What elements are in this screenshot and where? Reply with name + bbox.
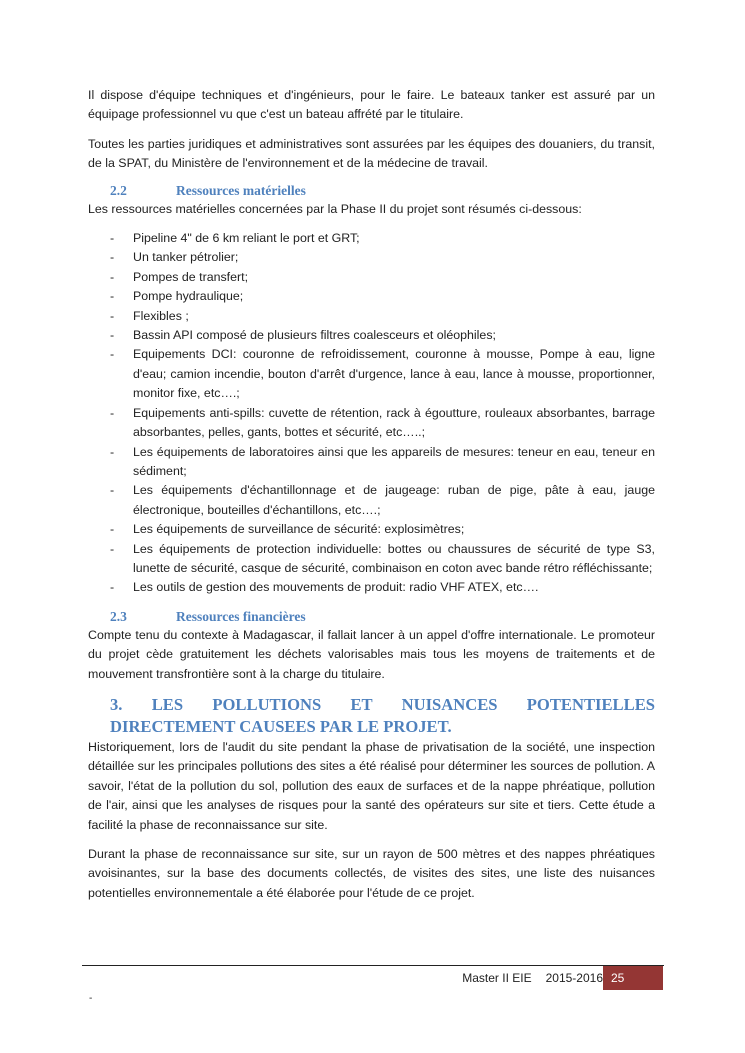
section-2-3-number: 2.3 bbox=[110, 608, 127, 624]
section-2-3-title: Ressources financières bbox=[176, 608, 306, 624]
stray-mark: - bbox=[89, 993, 93, 1004]
footer-text bbox=[448, 970, 603, 986]
material-resources-list bbox=[88, 229, 655, 598]
section-3-paragraph-2: Durant la phase de reconnaissance sur site, sur un rayon de 500 mètres et des nappes phréatiques avoisinantes, sur la base des documents collectés, de visites des sites, une liste des nuisances potentielles environnementale a été élaborée pour l'étude de ce projet. bbox=[88, 847, 655, 900]
intro-paragraph-1: Il dispose d'équipe techniques et d'ingénieurs, pour le faire. Le bateaux tanker est assuré par un équipage professionnel vu que c'est un bateau affrété par le titulaire. bbox=[88, 88, 655, 122]
footer-program: Master II EIE bbox=[462, 971, 532, 985]
section-2-2-heading bbox=[88, 182, 655, 200]
page-footer bbox=[0, 966, 745, 990]
list-item: - Les équipements de surveillance de sécurité: explosimètres; bbox=[110, 522, 465, 537]
section-2-3-heading bbox=[88, 608, 655, 626]
intro-paragraph-2: Toutes les parties juridiques et administratives sont assurées par les équipes des douaniers, du transit, de la SPAT, du Ministère de l'environnement et de la médecine de travail. bbox=[88, 136, 655, 171]
list-item: - Les équipements de laboratoires ainsi que les appareils de mesures: teneur en eau, teneur en sédiment; bbox=[110, 444, 655, 478]
section-3-paragraph-1: Historiquement, lors de l'audit du site pendant la phase de privatisation de la société, une inspection détaillée sur les principales pollutions des sites a été réalisé pour déterminer les sources de pollution. A savoir, l'état de la pollution du sol, pollution des eaux de surfaces et de la nappe phréatique, pollution de l'air, ainsi que les analyses de risques pour la santé des opérateurs sur site et tiers. Cette étude a facilité la phase de reconnaissance sur site. bbox=[88, 739, 655, 832]
list-item: - Les outils de gestion des mouvements de produit: radio VHF ATEX, etc…. bbox=[110, 580, 539, 595]
section-3-heading: 3. LES POLLUTIONS ET NUISANCES POTENTIELLES DIRECTEMENT CAUSEES PAR LE PROJET. bbox=[110, 694, 655, 736]
document-body bbox=[88, 86, 655, 903]
section-2-2-intro: Les ressources matérielles concernées par la Phase II du projet sont résumés ci-dessous: bbox=[88, 201, 582, 216]
section-2-3-text: Compte tenu du contexte à Madagascar, il fallait lancer à un appel d'offre internationale. Le promoteur du projet cède gratuitement les déchets valorisables mais tous les moyens de traitements et de mouvement transfrontière sont à la charge du titulaire. bbox=[88, 627, 655, 681]
list-item: - Flexibles ; bbox=[110, 308, 189, 323]
section-2-2-title: Ressources matérielles bbox=[176, 182, 306, 198]
list-item: - Les équipements de protection individuelle: bottes ou chaussures de sécurité de type S3, lunette de sécurité, casque de sécurité, combinaison en coton avec bande rétro réfléchissante; bbox=[110, 541, 655, 575]
list-item: - Equipements DCI: couronne de refroidissement, couronne à mousse, Pompe à eau, ligne d'eau; camion incendie, bouton d'arrêt d'urgence, lance à eau, lance à mousse, proportionner, monitor fixe, etc….; bbox=[110, 347, 655, 401]
page-number-badge: 25 bbox=[603, 966, 663, 990]
list-item: - Pompe hydraulique; bbox=[110, 289, 244, 304]
list-item: - Un tanker pétrolier; bbox=[110, 250, 239, 265]
list-item: - Les équipements d'échantillonnage et de jaugeage: ruban de pige, pâte à eau, jauge électronique, bouteilles d'échantillons, etc….; bbox=[110, 483, 655, 517]
section-2-2-number: 2.2 bbox=[110, 182, 127, 198]
list-item: - Pipeline 4" de 6 km reliant le port et GRT; bbox=[110, 231, 360, 246]
list-item: - Bassin API composé de plusieurs filtres coalesceurs et oléophiles; bbox=[110, 328, 496, 343]
list-item: - Equipements anti-spills: cuvette de rétention, rack à égoutture, rouleaux absorbantes, barrage absorbantes, pelles, gants, bottes et sécurité, etc…..; bbox=[110, 405, 655, 440]
footer-years: 2015-2016 bbox=[545, 971, 603, 985]
list-item: - Pompes de transfert; bbox=[110, 269, 249, 284]
